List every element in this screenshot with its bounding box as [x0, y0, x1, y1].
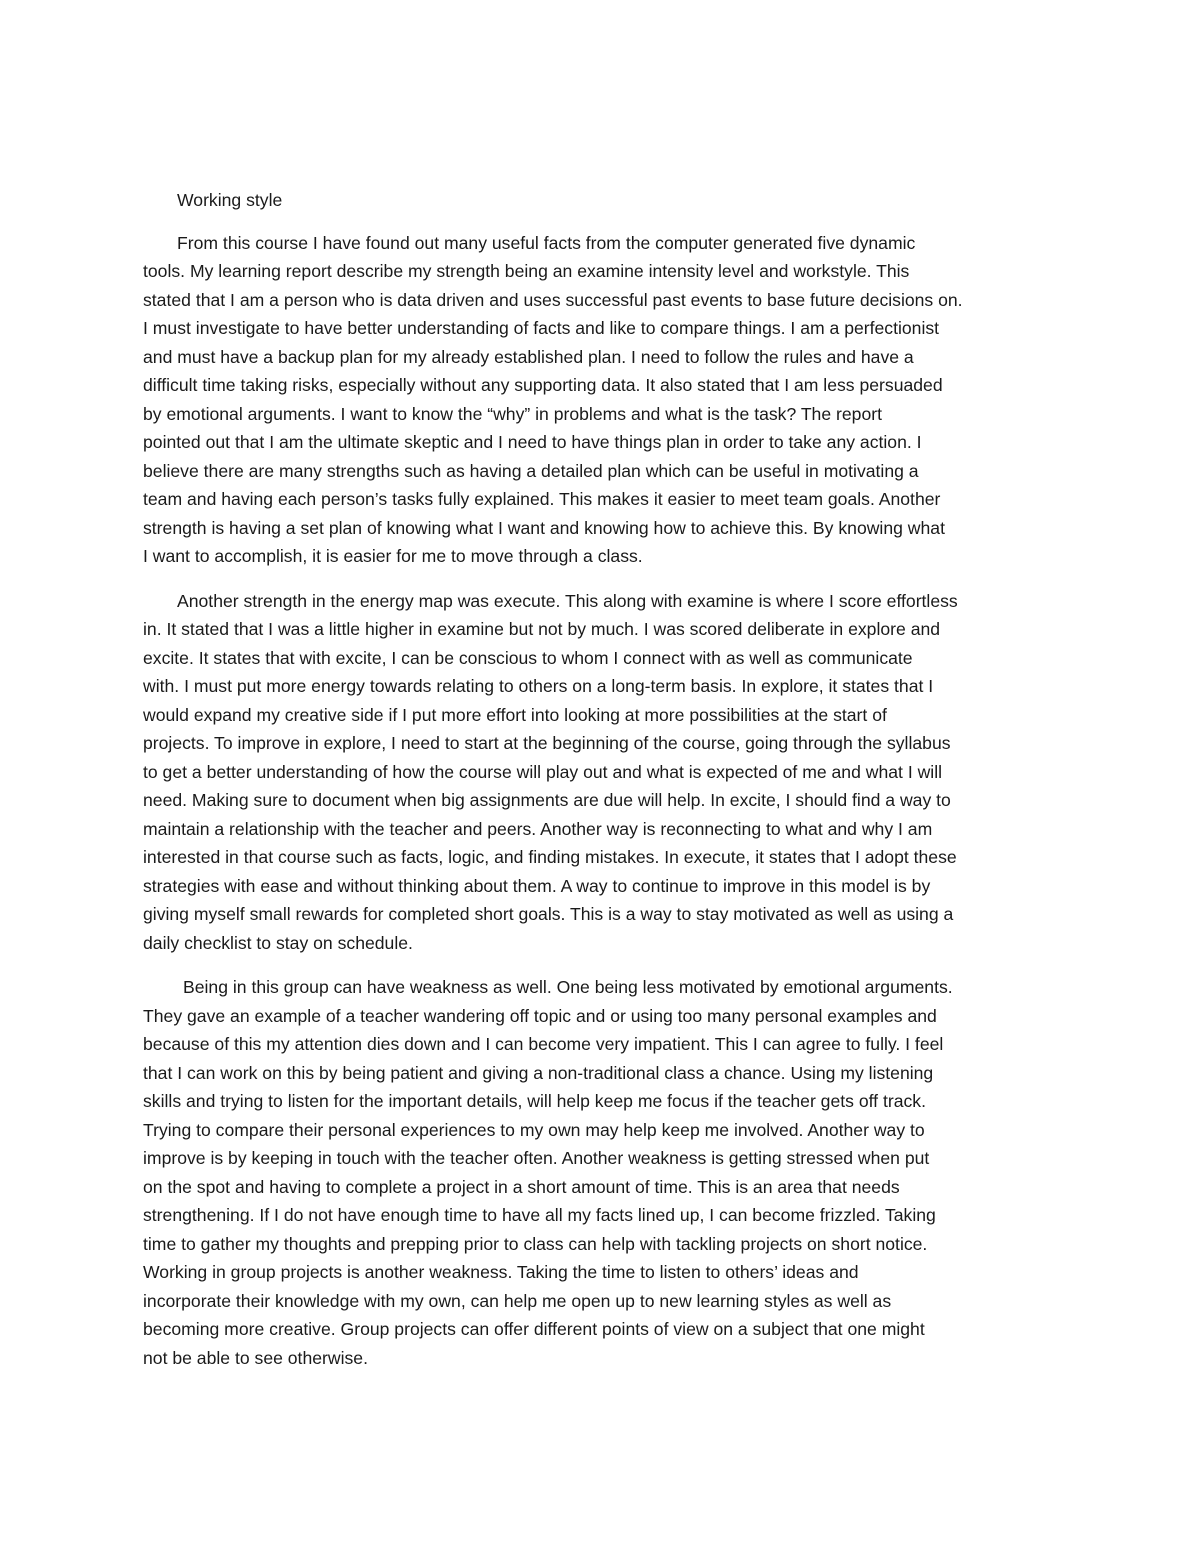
- paragraph-line: interested in that course such as facts, logic, and finding mistakes. In execute, it states that I adopt these: [143, 847, 957, 867]
- paragraph-line: on the spot and having to complete a project in a short amount of time. This is an area that needs: [143, 1176, 900, 1197]
- paragraph-line: and must have a backup plan for my already established plan. I need to follow the rules and have a: [143, 346, 914, 367]
- paragraph-line: pointed out that I am the ultimate skeptic and I need to have things plan in order to take any action. I: [143, 432, 922, 452]
- paragraph-line: projects. To improve in explore, I need to start at the beginning of the course, going through the syllabus: [143, 733, 951, 753]
- paragraph-line: Another strength in the energy map was execute. This along with examine is where I score effortless: [177, 590, 958, 611]
- paragraph-line: would expand my creative side if I put more effort into looking at more possibilities at the start of: [143, 704, 887, 725]
- paragraph-line: because of this my attention dies down and I can become very impatient. This I can agree to fully. I feel: [143, 1034, 944, 1054]
- paragraph-line: strength is having a set plan of knowing what I want and knowing how to achieve this. By knowing what: [143, 517, 945, 538]
- paragraph-line: improve is by keeping in touch with the teacher often. Another weakness is getting stressed when put: [143, 1148, 930, 1168]
- paragraph-line: incorporate their knowledge with my own, can help me open up to new learning styles as well as: [143, 1290, 892, 1311]
- paragraph-line: difficult time taking risks, especially without any supporting data. It also stated that I am less persuaded: [143, 375, 943, 395]
- paragraph-line: need. Making sure to document when big assignments are due will help. In excite, I should find a way to: [143, 790, 951, 810]
- paragraph-1: [143, 229, 1058, 571]
- paragraph-line: From this course I have found out many useful facts from the computer generated five dynamic: [177, 232, 916, 253]
- paragraph-line: Being in this group can have weakness as well. One being less motivated by emotional arguments.: [183, 977, 953, 997]
- paragraph-line: Working in group projects is another weakness. Taking the time to listen to others’ ideas and: [143, 1262, 859, 1282]
- paragraph-line: Trying to compare their personal experiences to my own may help keep me involved. Another way to: [143, 1119, 925, 1140]
- paragraph-line: strategies with ease and without thinking about them. A way to continue to improve in this model is by: [143, 875, 931, 896]
- paragraph-line: to get a better understanding of how the course will play out and what is expected of me and what I will: [143, 761, 943, 782]
- paragraph-2: [143, 587, 1058, 958]
- paragraph-line: I must investigate to have better understanding of facts and like to compare things. I am a perfectionist: [143, 318, 940, 338]
- paragraph-line: time to gather my thoughts and prepping prior to class can help with tackling projects on short notice.: [143, 1233, 928, 1254]
- document-title: Working style: [177, 190, 283, 210]
- paragraph-line: becoming more creative. Group projects can offer different points of view on a subject that one might: [143, 1319, 925, 1339]
- paragraph-line: I want to accomplish, it is easier for me to move through a class.: [143, 546, 643, 566]
- paragraph-line: not be able to see otherwise.: [143, 1347, 368, 1368]
- document-body: [143, 186, 1058, 1388]
- paragraph-line: strengthening. If I do not have enough time to have all my facts lined up, I can become frizzled. Taking: [143, 1205, 936, 1225]
- paragraph-line: with. I must put more energy towards relating to others on a long-term basis. In explore, it states that I: [143, 676, 934, 696]
- paragraph-line: excite. It states that with excite, I can be conscious to whom I connect with as well as communicate: [143, 647, 913, 668]
- paragraph-line: believe there are many strengths such as having a detailed plan which can be useful in motivating a: [143, 460, 919, 481]
- paragraph-line: that I can work on this by being patient and giving a non-traditional class a chance. Using my listening: [143, 1062, 934, 1083]
- paragraph-line: They gave an example of a teacher wandering off topic and or using too many personal examples and: [143, 1005, 937, 1026]
- paragraph-line: by emotional arguments. I want to know the “why” in problems and what is the task? The report: [143, 403, 882, 424]
- paragraph-line: skills and trying to listen for the important details, will help keep me focus if the teacher gets off track.: [143, 1091, 926, 1111]
- paragraph-line: tools. My learning report describe my strength being an examine intensity level and workstyle. This: [143, 261, 910, 281]
- paragraph-line: team and having each person’s tasks fully explained. This makes it easier to meet team goals. Another: [143, 489, 941, 509]
- paragraph-line: in. It stated that I was a little higher in examine but not by much. I was scored deliberate in explore and: [143, 619, 941, 639]
- paragraph-3: [143, 973, 1058, 1372]
- paragraph-line: daily checklist to stay on schedule.: [143, 932, 413, 953]
- paragraph-line: maintain a relationship with the teacher and peers. Another way is reconnecting to what and why I am: [143, 818, 933, 839]
- paragraph-line: giving myself small rewards for completed short goals. This is a way to stay motivated as well as using a: [143, 904, 954, 924]
- paragraph-line: stated that I am a person who is data driven and uses successful past events to base future decisions on.: [143, 289, 963, 310]
